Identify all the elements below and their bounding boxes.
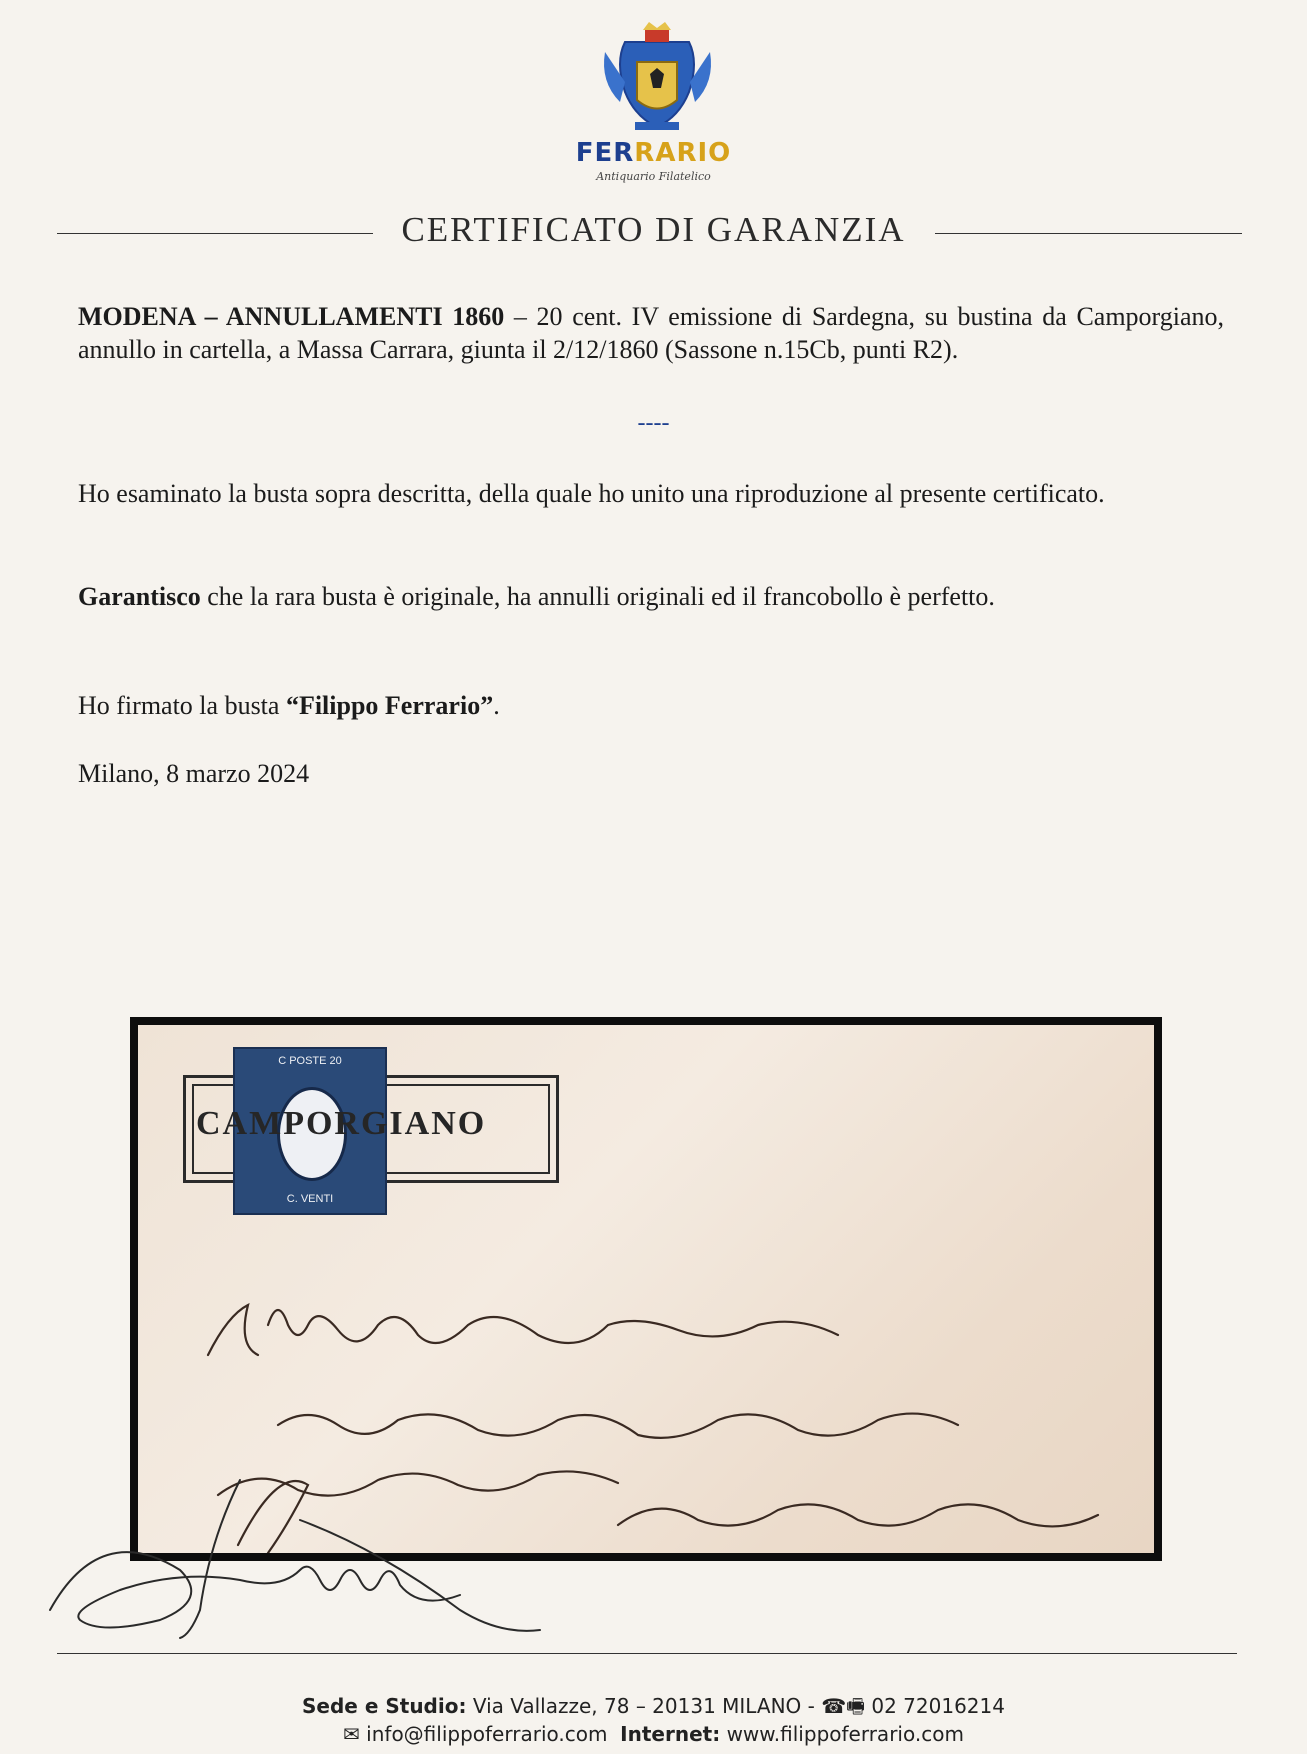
description-text: – 20 cent. IV emissione di Sardegna, su bustina da Camporgiano, annullo in cartella, a Massa Carrara, giunta il 2/12/1860 (Sassone n.15Cb, punti R2). <box>78 302 1225 364</box>
stamp-top-text: C POSTE 20 <box>278 1055 342 1067</box>
guarantee-lead: Garantisco <box>78 582 201 611</box>
place-date: Milano, 8 marzo 2024 <box>78 759 310 788</box>
signed-name: “Filippo Ferrario” <box>285 691 494 720</box>
brand-name <box>0 138 1307 168</box>
stamp-bottom-text: C. VENTI <box>286 1193 334 1205</box>
brand-part-2: RARIO <box>634 138 732 168</box>
brand-part-1: FER <box>575 138 635 168</box>
address-label: Sede e Studio: <box>302 1694 467 1718</box>
address-text: Via Vallazze, 78 – 20131 MILANO - ☎🖷 02 72016214 <box>466 1694 1005 1718</box>
footer-rule <box>57 1653 1237 1654</box>
title-rule-right <box>935 233 1242 234</box>
signed-end: . <box>493 691 500 720</box>
footer-contact <box>0 1722 1307 1746</box>
signature <box>40 1460 620 1640</box>
brand-tagline: Antiquario Filatelico <box>596 170 711 183</box>
envelope-icon: ✉ <box>343 1722 360 1746</box>
examined-paragraph: Ho esaminato la busta sopra descritta, della quale ho unito una riproduzione al presente certificato. <box>78 479 1105 508</box>
website-link[interactable]: www.filippoferrario.com <box>726 1722 964 1746</box>
email-link[interactable]: info@filippoferrario.com <box>366 1722 608 1746</box>
description-lead: MODENA – ANNULLAMENTI 1860 <box>78 302 505 331</box>
certificate-title: CERTIFICATO DI GARANZIA <box>401 210 906 249</box>
guarantee-paragraph <box>78 580 1224 613</box>
internet-label: Internet: <box>620 1722 721 1746</box>
separator: ---- <box>637 410 670 436</box>
signed-text: Ho firmato la busta <box>78 691 286 720</box>
ferrario-crest-icon <box>595 22 720 142</box>
cancel-text: CAMPORGIANO <box>196 1105 487 1142</box>
footer-address <box>0 1692 1307 1726</box>
lot-description <box>78 300 1224 366</box>
signed-paragraph <box>78 689 1224 722</box>
guarantee-text: che la rara busta è originale, ha annulli originali ed il francobollo è perfetto. <box>200 582 995 611</box>
